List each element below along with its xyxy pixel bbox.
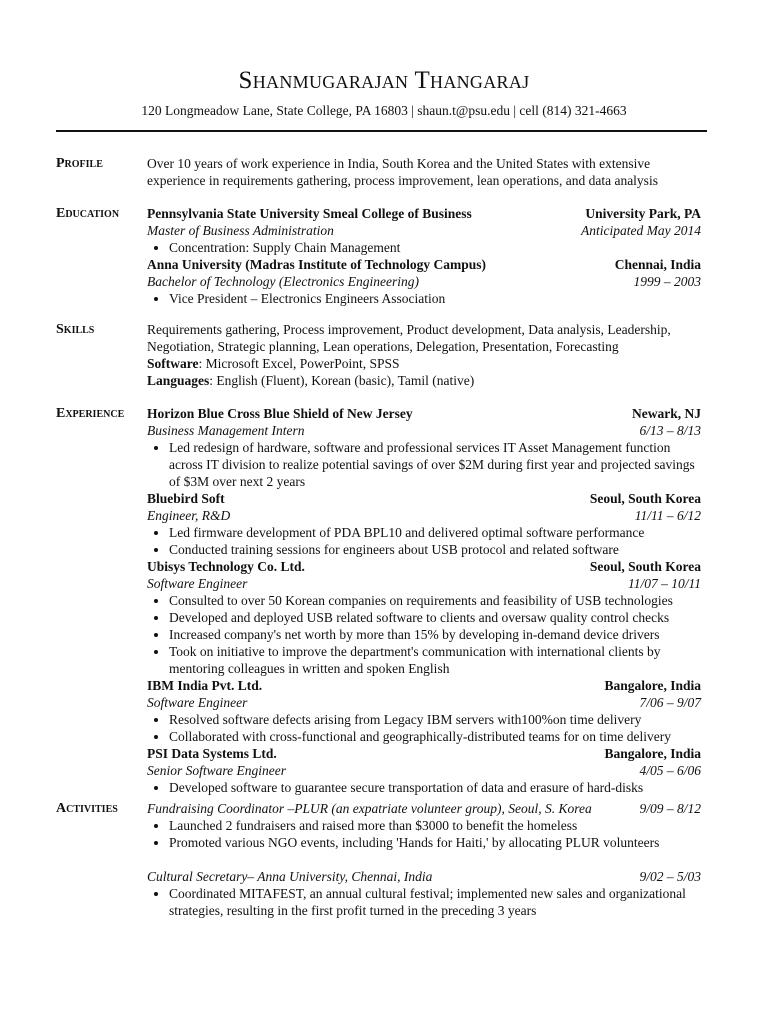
job-entry bbox=[147, 558, 701, 677]
school-location: University Park, PA bbox=[585, 206, 701, 221]
job-title: Business Management Intern bbox=[147, 423, 305, 438]
job-bullet: • Led redesign of hardware, software and professional services IT Asset Management function across IT division to realize potential savings of over $2M during first year and projected savings of $3M over next 2 years bbox=[169, 439, 701, 490]
languages-label: Languages bbox=[147, 373, 210, 388]
activity-spacer bbox=[147, 851, 701, 868]
software-label: Software bbox=[147, 356, 199, 371]
company-location: Bangalore, India bbox=[604, 678, 701, 693]
job-bullet: • Increased company's net worth by more than 15% by developing in-demand device drivers bbox=[169, 626, 701, 643]
job-entry bbox=[147, 405, 701, 490]
job-date: 4/05 – 6/06 bbox=[639, 763, 701, 778]
activity-date: 9/09 – 8/12 bbox=[639, 801, 701, 816]
candidate-name: Shanmugarajan Thangaraj bbox=[238, 67, 530, 94]
profile-text: Over 10 years of work experience in India, South Korea and the United States with extensive experience in requirements gathering, process improvement, lean operations, and data analysis bbox=[147, 156, 658, 188]
company-location: Bangalore, India bbox=[604, 746, 701, 761]
degree: Bachelor of Technology (Electronics Engineering) bbox=[147, 274, 419, 289]
skills-line: Requirements gathering, Process improvement, Product development, Data analysis, Leadership, bbox=[147, 322, 671, 337]
job-bullet: • Developed software to guarantee secure transportation of data and erasure of hard-disks bbox=[169, 779, 701, 796]
job-date: 7/06 – 9/07 bbox=[639, 695, 701, 710]
degree: Master of Business Administration bbox=[147, 223, 334, 238]
company-name: IBM India Pvt. Ltd. bbox=[147, 678, 263, 693]
company-location: Newark, NJ bbox=[632, 406, 701, 421]
school-name: Pennsylvania State University Smeal College of Business bbox=[147, 206, 472, 221]
activity-date: 9/02 – 5/03 bbox=[639, 869, 701, 884]
company-name: Bluebird Soft bbox=[147, 491, 225, 506]
job-bullet: • Collaborated with cross-functional and geographically-distributed teams for on time delivery bbox=[169, 728, 701, 745]
activity-bullet: • Promoted various NGO events, including 'Hands for Haiti,' by allocating PLUR volunteers bbox=[169, 834, 701, 851]
languages-line bbox=[147, 372, 701, 389]
job-date: 11/11 – 6/12 bbox=[634, 508, 701, 523]
job-bullet: • Led firmware development of PDA BPL10 and delivered optimal software performance bbox=[169, 524, 701, 541]
job-bullet: • Conducted training sessions for engineers about USB protocol and related software bbox=[169, 541, 701, 558]
header-divider bbox=[56, 130, 707, 132]
activity-bullet: • Coordinated MITAFEST, an annual cultural festival; implemented new sales and organizational strategies, resulting in the first profit turned in the preceding 3 years bbox=[169, 885, 701, 919]
job-title: Engineer, R&D bbox=[147, 508, 231, 523]
company-name: PSI Data Systems Ltd. bbox=[147, 746, 277, 761]
contact-line: 120 Longmeadow Lane, State College, PA 16803 | shaun.t@psu.edu | cell (814) 321-4663 bbox=[141, 103, 627, 118]
software-value: : Microsoft Excel, PowerPoint, SPSS bbox=[198, 356, 400, 371]
job-bullet: • Resolved software defects arising from Legacy IBM servers with100%on time delivery bbox=[169, 711, 701, 728]
job-title: Senior Software Engineer bbox=[147, 763, 286, 778]
software-line bbox=[147, 355, 701, 372]
section-label-activities: Activities bbox=[56, 801, 118, 816]
section-label-education: Education bbox=[56, 206, 120, 221]
job-date: 11/07 – 10/11 bbox=[628, 576, 701, 591]
job-title: Software Engineer bbox=[147, 576, 248, 591]
company-location: Seoul, South Korea bbox=[589, 559, 701, 574]
education-bullet: • Vice President – Electronics Engineers Association bbox=[169, 290, 701, 307]
degree-date: Anticipated May 2014 bbox=[581, 223, 701, 238]
education-entry bbox=[147, 205, 701, 256]
school-name: Anna University (Madras Institute of Technology Campus) bbox=[147, 257, 487, 272]
company-name: Horizon Blue Cross Blue Shield of New Jersey bbox=[147, 406, 413, 421]
activity-role: Fundraising Coordinator –PLUR (an expatriate volunteer group), Seoul, S. Korea bbox=[147, 801, 592, 816]
job-date: 6/13 – 8/13 bbox=[639, 423, 701, 438]
job-bullet: • Developed and deployed USB related software to clients and oversaw quality control checks bbox=[169, 609, 701, 626]
company-location: Seoul, South Korea bbox=[589, 491, 701, 506]
section-label-profile: Profile bbox=[56, 156, 103, 171]
job-bullet: • Took on initiative to improve the department's communication with international clients by mentoring colleagues in written and spoken English bbox=[169, 643, 701, 677]
job-title: Software Engineer bbox=[147, 695, 248, 710]
education-entry bbox=[147, 256, 701, 307]
activity-entry bbox=[147, 868, 701, 919]
job-entry bbox=[147, 490, 701, 558]
job-bullet: • Consulted to over 50 Korean companies on requirements and feasibility of USB technologies bbox=[169, 592, 701, 609]
activity-role: Cultural Secretary– Anna University, Chennai, India bbox=[147, 869, 433, 884]
languages-value: : English (Fluent), Korean (basic), Tamil (native) bbox=[209, 373, 475, 388]
section-label-experience: Experience bbox=[56, 406, 125, 421]
section-label-skills: Skills bbox=[56, 322, 95, 337]
degree-date: 1999 – 2003 bbox=[633, 274, 701, 289]
activity-bullet: • Launched 2 fundraisers and raised more than $3000 to benefit the homeless bbox=[169, 817, 701, 834]
company-name: Ubisys Technology Co. Ltd. bbox=[147, 559, 305, 574]
school-location: Chennai, India bbox=[614, 257, 701, 272]
job-entry bbox=[147, 677, 701, 745]
activity-entry bbox=[147, 800, 701, 851]
job-entry bbox=[147, 745, 701, 796]
education-bullet: • Concentration: Supply Chain Management bbox=[169, 239, 701, 256]
skills-line: Negotiation, Strategic planning, Lean operations, Delegation, Presentation, Forecasting bbox=[147, 339, 619, 354]
